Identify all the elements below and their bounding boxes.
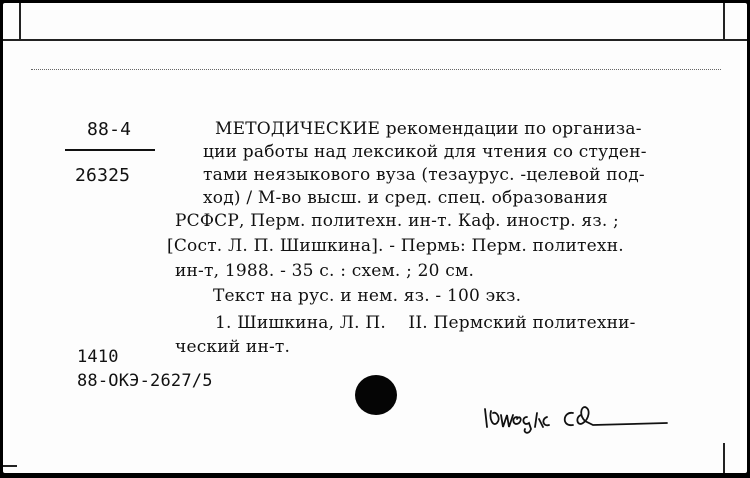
card-top-border xyxy=(3,39,747,41)
entry-line-10: ческий ин-т. xyxy=(175,337,291,357)
handwritten-signature xyxy=(481,399,671,439)
entry-line-6: [Сост. Л. П. Шишкина]. - Пермь: Перм. политехн. xyxy=(167,236,624,256)
entry-line-2: ции работы над лексикой для чтения со студен- xyxy=(203,142,647,162)
entry-line-4: ход) / М-во высш. и сред. спец. образования xyxy=(203,188,608,208)
entry-line-5: РСФСР, Перм. политехн. ин-т. Каф. иностр. яз. ; xyxy=(175,211,619,231)
entry-line-9: 1. Шишкина, Л. П. II. Пермский политехни- xyxy=(215,313,636,333)
entry-line-8: Текст на рус. и нем. яз. - 100 экз. xyxy=(213,286,522,306)
entry-line-7: ин-т, 1988. - 35 с. : схем. ; 20 см. xyxy=(175,261,475,281)
dotted-line xyxy=(31,69,721,74)
card-left-mark xyxy=(19,3,21,39)
card-right-bottom-mark xyxy=(723,443,725,473)
card-bottom-left-mark xyxy=(3,465,17,467)
bottom-code-2: 88-ОКЭ-2627/5 xyxy=(77,371,213,391)
call-number-rule xyxy=(65,149,155,151)
punch-hole xyxy=(355,375,397,415)
catalog-card xyxy=(3,3,747,473)
accession-number: 26325 xyxy=(75,165,131,186)
entry-line-1: МЕТОДИЧЕСКИЕ рекомендации по организа- xyxy=(215,119,642,139)
entry-line-3: тами неязыкового вуза (тезаурус. -целевой под- xyxy=(203,165,645,185)
bottom-code-1: 1410 xyxy=(77,347,119,367)
call-number-top: 88-4 xyxy=(87,119,132,140)
card-right-mark xyxy=(723,3,725,39)
